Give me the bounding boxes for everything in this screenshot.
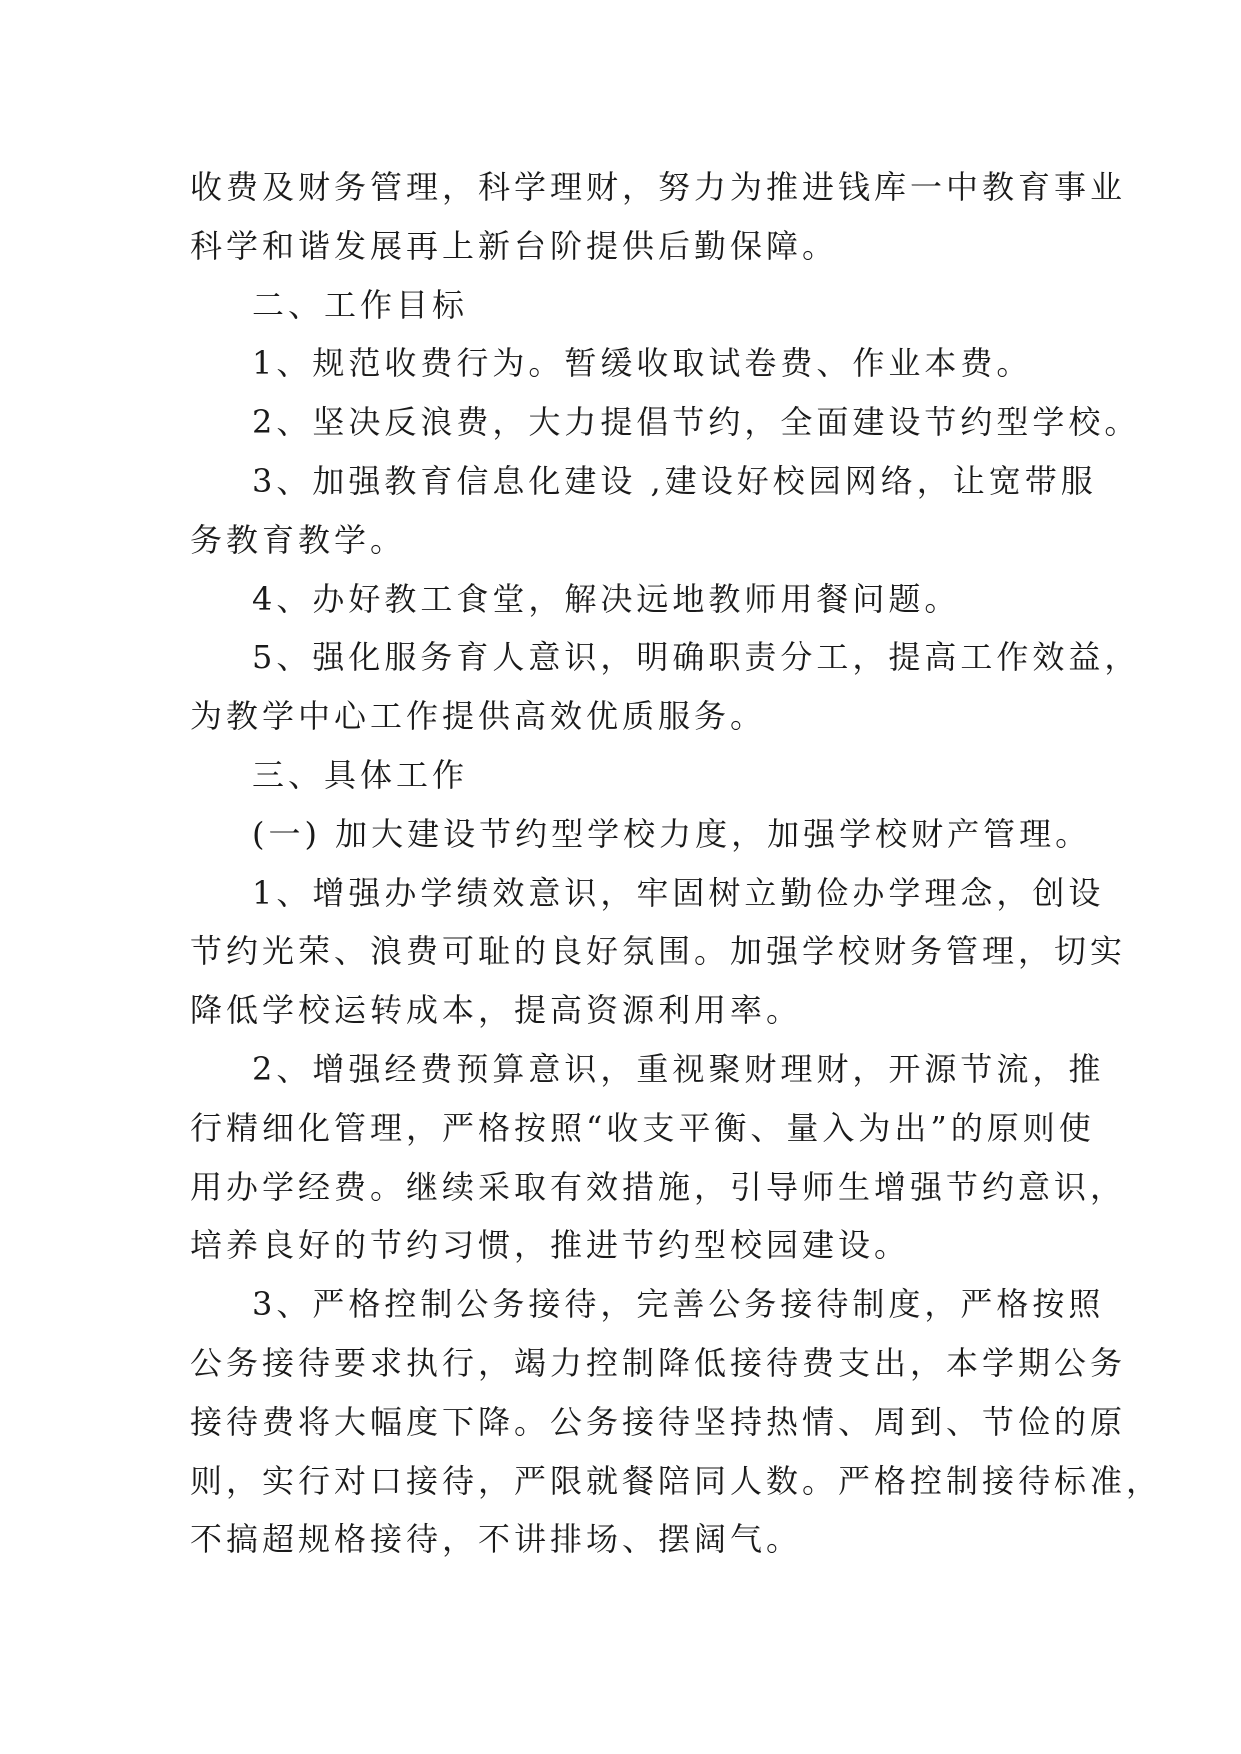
text-line: 4、办好教工食堂，解决远地教师用餐问题。 — [252, 579, 961, 618]
text-line: 三、具体工作 — [252, 755, 469, 794]
text-line: 2、增强经费预算意识，重视聚财理财，开源节流，推 — [252, 1049, 1105, 1088]
text-line: (一) 加大建设节约型学校力度，加强学校财产管理。 — [252, 814, 1092, 853]
text-line: 二、工作目标 — [252, 285, 469, 324]
text-line: 收费及财务管理，科学理财，努力为推进钱库一中教育事业 — [190, 168, 1127, 206]
text-line: 培养良好的节约习惯，推进节约型校园建设。 — [190, 1226, 911, 1265]
text-line: 用办学经费。继续采取有效措施，引导师生增强节约意识， — [190, 1167, 1127, 1206]
text-line: 公务接待要求执行，竭力控制降低接待费支出，本学期公务 — [190, 1343, 1127, 1382]
text-line: 则，实行对口接待，严限就餐陪同人数。严格控制接待标准， — [190, 1461, 1163, 1500]
text-line: 为教学中心工作提供高效优质服务。 — [190, 697, 767, 736]
text-line: 1、增强办学绩效意识，牢固树立勤俭办学理念，创设 — [252, 873, 1105, 912]
text-line: 1、规范收费行为。暂缓收取试卷费、作业本费。 — [252, 344, 1033, 383]
text-line: 节约光荣、浪费可耻的良好氛围。加强学校财务管理，切实 — [190, 932, 1127, 971]
text-line: 2、坚决反浪费，大力提倡节约，全面建设节约型学校。 — [252, 403, 1141, 442]
text-line: 科学和谐发展再上新台阶提供后勤保障。 — [190, 226, 839, 265]
document-body — [190, 158, 1163, 1569]
text-line: 务教育教学。 — [190, 520, 407, 559]
text-line: 5、强化服务育人意识，明确职责分工，提高工作效益， — [252, 638, 1141, 677]
text-line: 3、严格控制公务接待，完善公务接待制度，严格按照 — [252, 1285, 1105, 1324]
text-line: 3、加强教育信息化建设 ,建设好校园网络，让宽带服 — [252, 461, 1097, 500]
text-line: 接待费将大幅度下降。公务接待坚持热情、周到、节俭的原 — [190, 1402, 1127, 1441]
text-line: 行精细化管理，严格按照“收支平衡、量入为出”的原则使 — [190, 1108, 1095, 1147]
text-line: 不搞超规格接待，不讲排场、摆阔气。 — [190, 1520, 803, 1559]
text-line: 降低学校运转成本，提高资源利用率。 — [190, 991, 803, 1030]
